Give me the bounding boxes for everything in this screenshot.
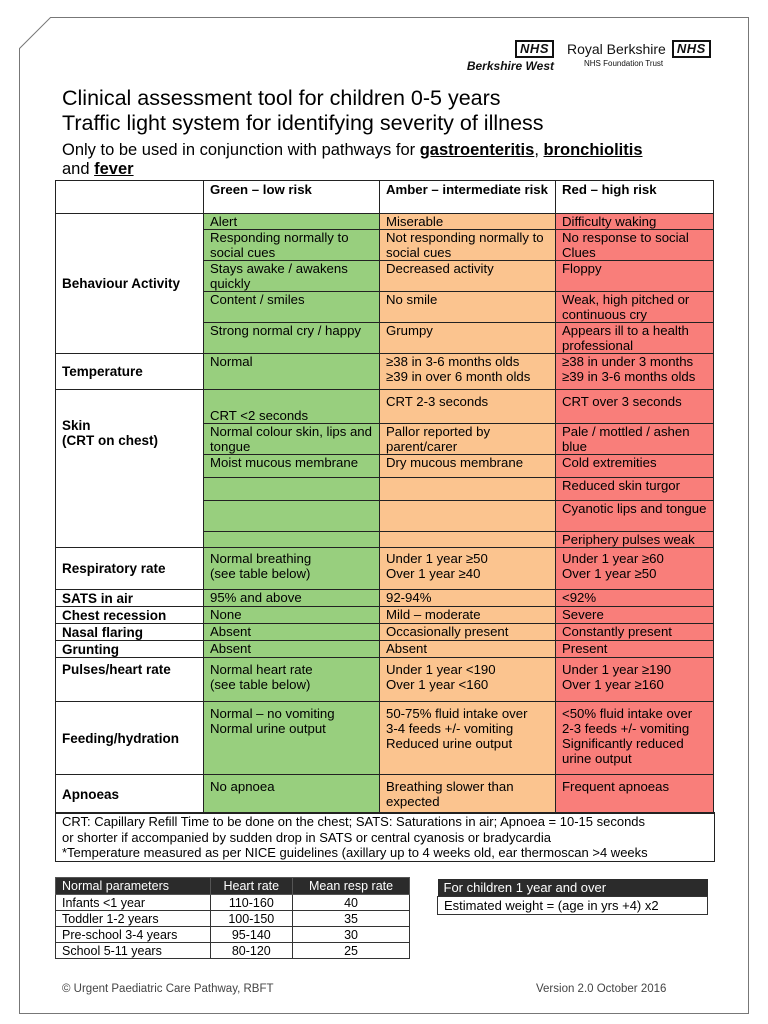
green-cell: Stays awake / awakens quickly [204,261,380,292]
weight-header: For children 1 year and over [438,879,708,897]
red-cell: Pale / mottled / ashen blue [556,424,714,455]
table-row [56,354,714,390]
table-row [56,590,714,607]
category-behaviour: Behaviour Activity [56,214,204,354]
green-cell: Alert [204,214,380,230]
red-cell: Cyanotic lips and tongue [556,501,714,532]
page-subtitle [62,141,722,179]
red-cell: Reduced skin turgor [556,478,714,501]
red-cell [556,354,714,390]
logo-trust-name: Royal Berkshire [567,41,666,57]
amber-cell [380,501,556,532]
green-cell: Normal [204,354,380,390]
green-cell: Normal colour skin, lips and tongue [204,424,380,455]
pulses-label: Pulses/heart rate [62,662,171,677]
table-row [56,658,714,702]
subtitle-separator: , [534,141,544,159]
footer-version: Version 2.0 October 2016 [536,983,667,995]
amber-line: Under 1 year <190 [386,662,496,677]
header-heart-rate: Heart rate [210,878,293,895]
heart-rate-cell: 110-160 [210,895,293,911]
heart-rate-cell: 95-140 [210,927,293,943]
logo-subtitle: Berkshire West [466,59,554,73]
weight-formula: Estimated weight = (age in yrs +4) x2 [438,897,708,915]
amber-cell [380,354,556,390]
green-line: (see table below) [210,566,311,581]
green-line: Normal heart rate [210,662,313,677]
amber-line: 3-4 feeds +/- vomiting [386,721,514,736]
footnote-line: CRT: Capillary Refill Time to be done on the chest; SATS: Saturations in air; Apnoea = 10-15 seconds [62,814,646,829]
bronchiolitis-link[interactable]: bronchiolitis [543,141,643,159]
red-line: Under 1 year ≥190 [562,662,672,677]
red-cell: No response to social Clues [556,230,714,261]
header-amber: Amber – intermediate risk [380,181,556,214]
amber-cell: Breathing slower than expected [380,775,556,814]
red-cell: Constantly present [556,624,714,641]
green-line: Normal urine output [210,721,326,736]
red-cell: Appears ill to a health professional [556,323,714,354]
age-group-cell: School 5-11 years [56,943,211,959]
amber-cell: Not responding normally to social cues [380,230,556,261]
skin-label: Skin [62,418,91,433]
footnote-line: or shorter if accompanied by sudden drop in SATS or central cyanosis or bradycardia [62,829,551,845]
amber-cell [380,390,556,424]
green-cell: Content / smiles [204,292,380,323]
header-green: Green – low risk [204,181,380,214]
header-mean-resp-rate: Mean resp rate [293,878,410,895]
red-cell: Periphery pulses weak [556,532,714,548]
red-cell: <92% [556,590,714,607]
amber-line: ≥39 in over 6 month olds [386,369,531,384]
footnote-box [55,812,715,862]
amber-cell: Decreased activity [380,261,556,292]
red-cell: Frequent apnoeas [556,775,714,814]
heart-rate-cell: 80-120 [210,943,293,959]
category-apnoeas: Apnoeas [56,775,204,814]
category-skin [56,390,204,548]
nhs-berkshire-west-logo [449,40,554,73]
resp-rate-cell: 30 [293,927,410,943]
category-chest-recession: Chest recession [56,607,204,624]
table-row [56,927,410,943]
amber-cell: Occasionally present [380,624,556,641]
category-temperature: Temperature [56,354,204,390]
amber-cell [380,658,556,702]
resp-rate-cell: 35 [293,911,410,927]
weight-estimate-table [437,879,708,915]
green-cell [204,532,380,548]
green-cell: No apnoea [204,775,380,814]
header-blank [56,181,204,214]
category-nasal-flaring: Nasal flaring [56,624,204,641]
resp-rate-cell: 25 [293,943,410,959]
age-group-cell: Toddler 1-2 years [56,911,211,927]
red-cell [556,658,714,702]
amber-line: Under 1 year ≥50 [386,551,488,566]
green-cell [204,390,380,424]
green-line: Normal breathing [210,551,312,566]
red-line: Under 1 year ≥60 [562,551,664,566]
table-header-row [56,878,410,895]
table-row [56,911,410,927]
red-cell: Weak, high pitched or continuous cry [556,292,714,323]
red-line: Significantly reduced [562,736,684,751]
footer-copyright: © Urgent Paediatric Care Pathway, RBFT [62,983,274,995]
table-row [56,214,714,230]
category-grunting: Grunting [56,641,204,658]
red-line: urine output [562,751,632,766]
amber-line: Over 1 year <160 [386,677,489,692]
amber-cell [380,702,556,775]
table-row [56,390,714,424]
amber-cell: Pallor reported by parent/carer [380,424,556,455]
table-row [56,548,714,590]
title-line-1: Clinical assessment tool for children 0-5 years [62,86,501,110]
traffic-light-table [55,180,714,814]
amber-line: Over 1 year ≥40 [386,566,481,581]
footnote-line: *Temperature measured as per NICE guidelines (axillary up to 4 weeks old, ear thermoscan >4 weeks [62,845,648,860]
red-text: CRT over 3 seconds [562,394,682,409]
amber-cell: 92-94% [380,590,556,607]
red-cell: Present [556,641,714,658]
resp-rate-cell: 40 [293,895,410,911]
red-cell: Cold extremities [556,455,714,478]
amber-line: 50-75% fluid intake over [386,706,528,721]
nhs-logo-icon: NHS [515,40,554,58]
red-cell: Floppy [556,261,714,292]
amber-cell: Dry mucous membrane [380,455,556,478]
royal-berkshire-logo [567,40,727,68]
table-row [56,895,410,911]
subtitle-prefix: Only to be used in conjunction with pathways for [62,141,420,159]
amber-cell: No smile [380,292,556,323]
table-row [56,702,714,775]
category-respiratory-rate: Respiratory rate [56,548,204,590]
green-cell [204,478,380,501]
green-cell: Moist mucous membrane [204,455,380,478]
green-cell [204,548,380,590]
amber-cell: Miserable [380,214,556,230]
red-cell: Severe [556,607,714,624]
red-line: <50% fluid intake over [562,706,693,721]
age-group-cell: Infants <1 year [56,895,211,911]
amber-cell [380,478,556,501]
red-cell [556,702,714,775]
green-cell: Strong normal cry / happy [204,323,380,354]
logo-trust-sub: NHS Foundation Trust [584,59,664,68]
red-line: 2-3 feeds +/- vomiting [562,721,690,736]
category-sats: SATS in air [56,590,204,607]
title-line-2: Traffic light system for identifying severity of illness [62,111,544,135]
table-row [438,897,708,915]
red-cell [556,548,714,590]
table-row [56,775,714,814]
red-line: ≥38 in under 3 months [562,354,694,369]
green-line: (see table below) [210,677,311,692]
amber-line: Reduced urine output [386,736,513,751]
green-cell: Responding normally to social cues [204,230,380,261]
amber-cell: Absent [380,641,556,658]
red-line: Over 1 year ≥50 [562,566,657,581]
amber-cell: Mild – moderate [380,607,556,624]
table-header-row [438,879,708,897]
green-cell: Absent [204,641,380,658]
red-line: ≥39 in 3-6 months olds [562,369,696,384]
green-cell: None [204,607,380,624]
table-row [56,943,410,959]
amber-cell: Grumpy [380,323,556,354]
header-normal-parameters: Normal parameters [56,878,211,895]
amber-cell [380,532,556,548]
table-row [56,641,714,658]
category-feeding: Feeding/hydration [56,702,204,775]
age-group-cell: Pre-school 3-4 years [56,927,211,943]
amber-cell [380,548,556,590]
green-line: Normal – no vomiting [210,706,335,721]
table-row [56,607,714,624]
page-title [62,86,544,136]
fever-link[interactable]: fever [94,160,134,178]
category-pulses [56,658,204,702]
amber-line: ≥38 in 3-6 months olds [386,354,520,369]
green-cell [204,702,380,775]
green-cell [204,658,380,702]
green-cell: Absent [204,624,380,641]
header-red: Red – high risk [556,181,714,214]
green-cell: 95% and above [204,590,380,607]
red-cell: Difficulty waking [556,214,714,230]
gastroenteritis-link[interactable]: gastroenteritis [419,141,535,159]
table-header-row [56,181,714,214]
table-row [56,624,714,641]
normal-parameters-table [55,877,410,959]
red-line: Over 1 year ≥160 [562,677,664,692]
amber-text: CRT 2-3 seconds [386,394,489,409]
nhs-logo-icon: NHS [672,40,711,58]
folded-corner [19,17,64,62]
red-cell [556,390,714,424]
subtitle-and: and [62,160,95,178]
green-cell [204,501,380,532]
heart-rate-cell: 100-150 [210,911,293,927]
green-text: CRT <2 seconds [210,408,309,423]
skin-label-sub: (CRT on chest) [62,433,158,448]
